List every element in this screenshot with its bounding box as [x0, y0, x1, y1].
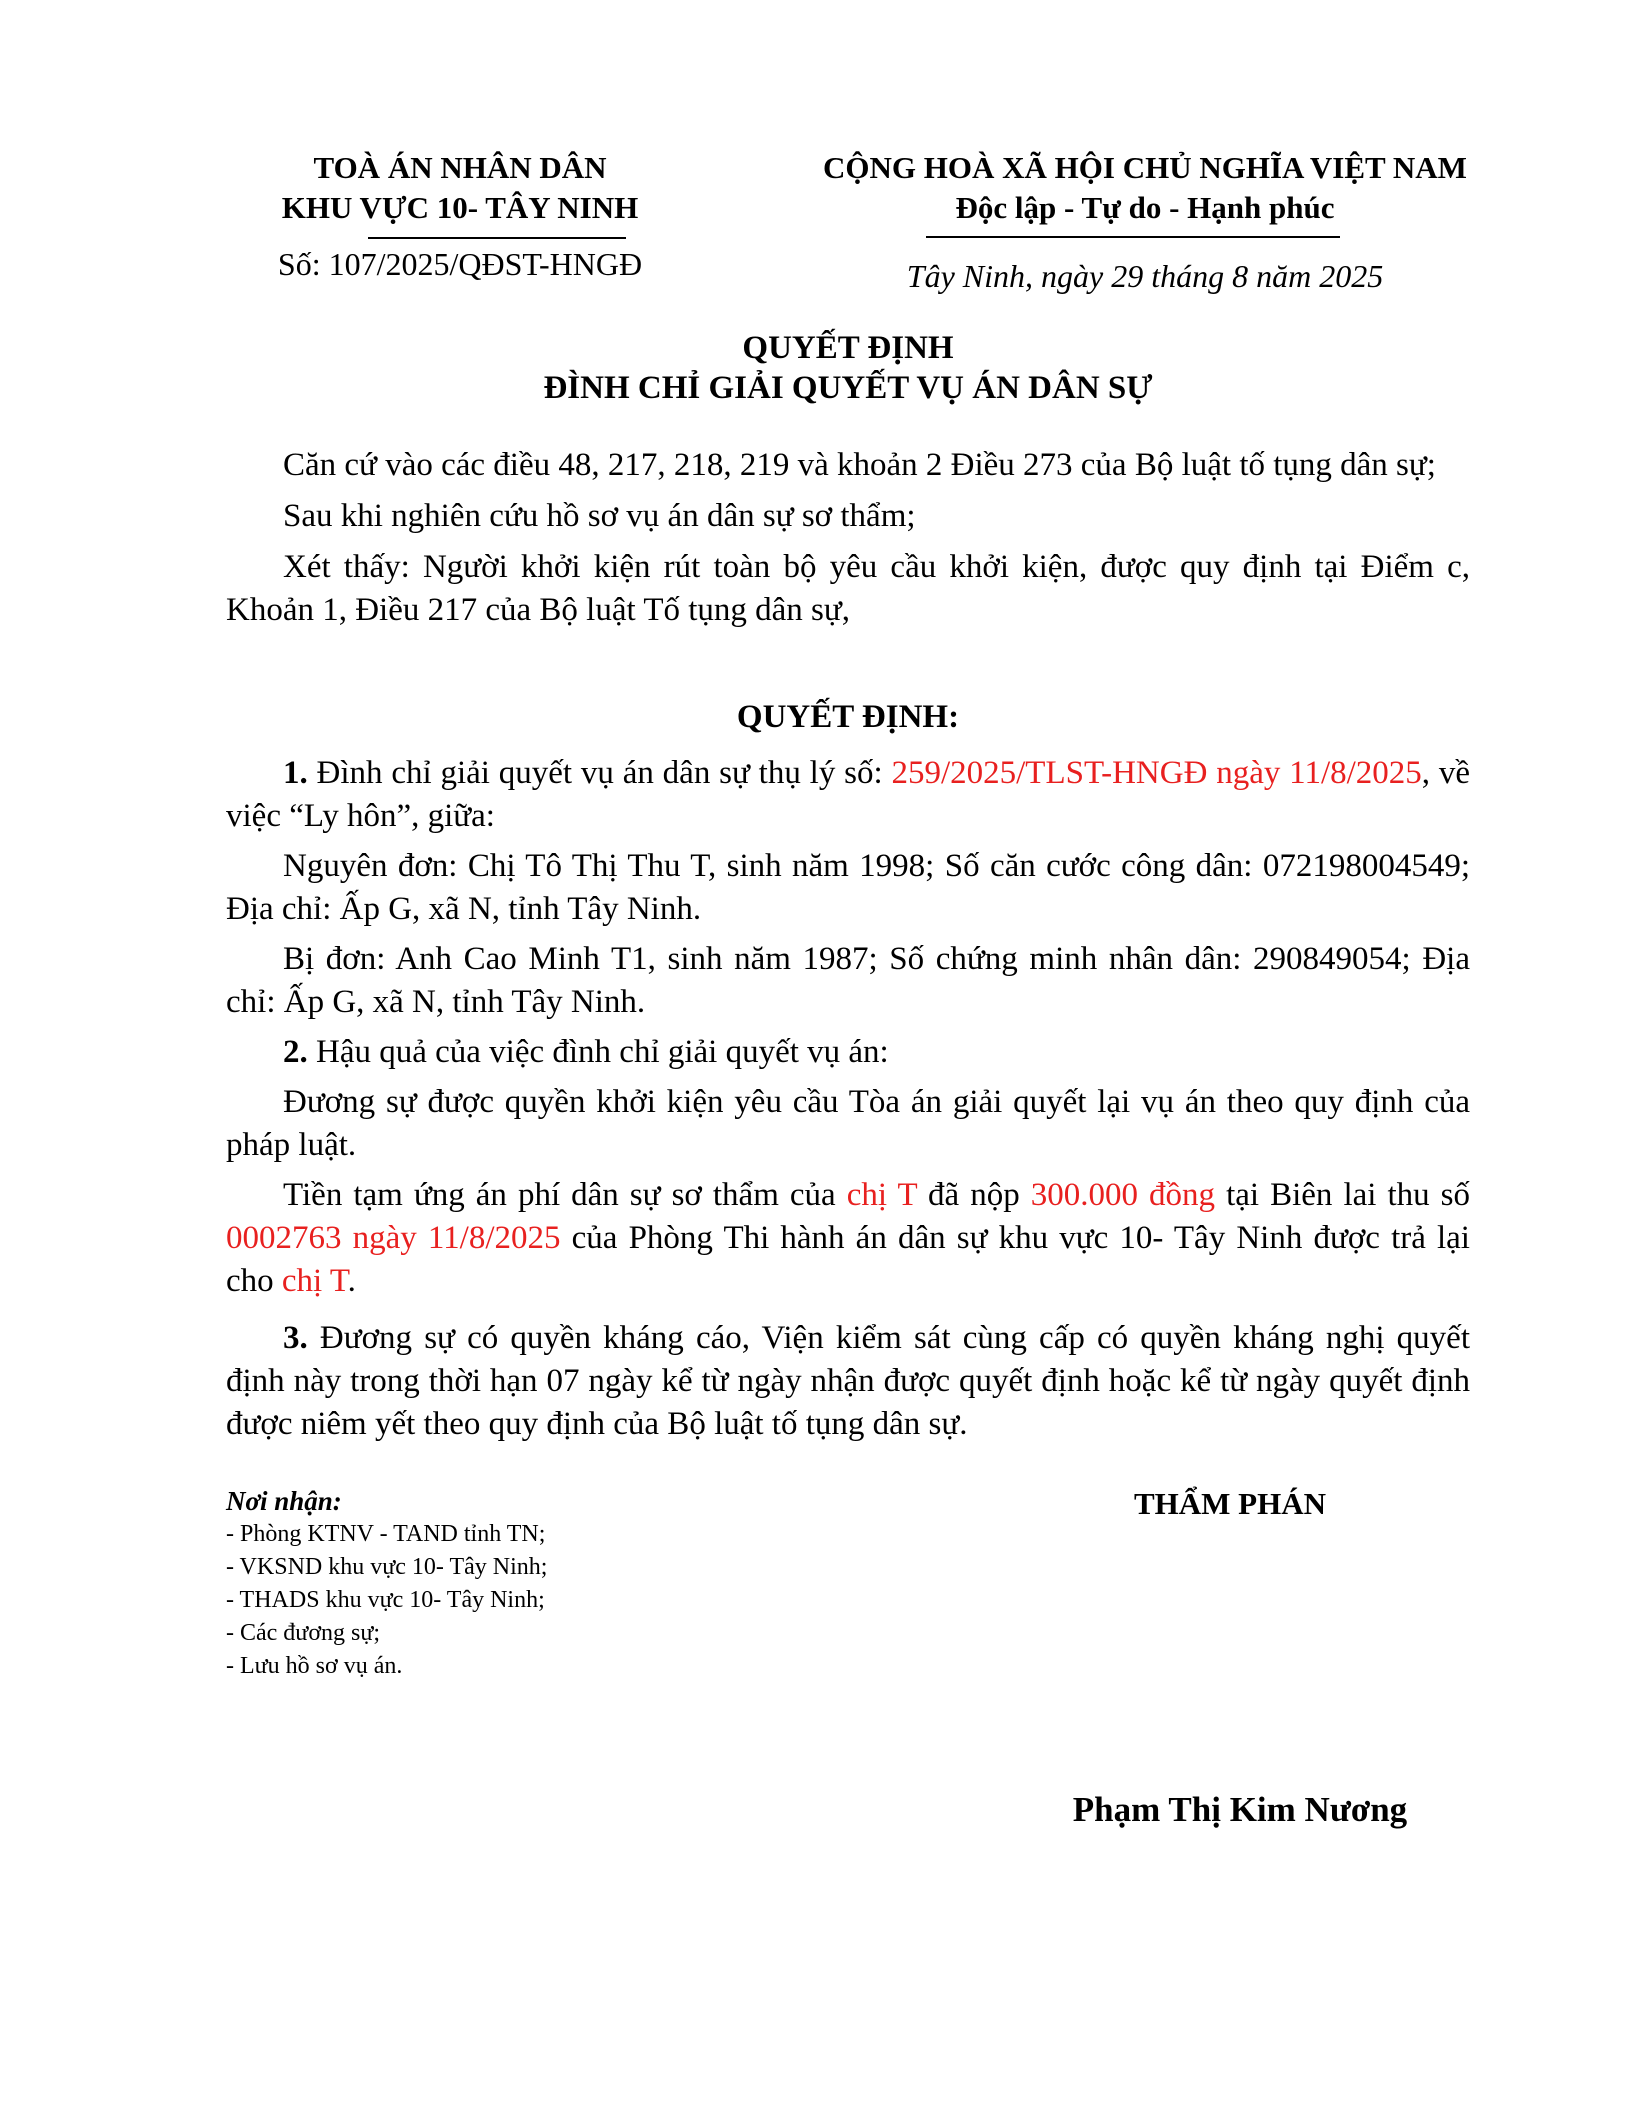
fee-refund — [226, 1174, 1470, 1303]
fee-text-c: tại Biên lai thu số — [1215, 1177, 1470, 1213]
recipient-item: - Các đương sự; — [226, 1620, 381, 1646]
fee-text-a: Tiền tạm ứng án phí dân sự sơ thẩm của — [283, 1177, 847, 1213]
decision-heading: QUYẾT ĐỊNH: — [736, 699, 960, 735]
item-3 — [226, 1317, 1470, 1446]
preamble-finding: Xét thấy: Người khởi kiện rút toàn bộ yêu cầu khởi kiện, được quy định tại Điểm c, Khoản 1, Điều 217 của Bộ luật Tố tụng dân sự, — [226, 549, 1470, 628]
court-name-line2: KHU VỰC 10- TÂY NINH — [281, 190, 639, 225]
fee-amount: 300.000 đồng — [1030, 1177, 1216, 1213]
fee-receipt: 0002763 ngày 11/8/2025 — [226, 1220, 561, 1256]
item-2-number: 2. — [283, 1034, 308, 1070]
plaintiff-info: Nguyên đơn: Chị Tô Thị Thu T, sinh năm 1998; Số căn cước công dân: 072198004549; Địa chỉ: Ấp G, xã N, tỉnh Tây Ninh. — [226, 848, 1470, 927]
recipient-item: - Lưu hồ sơ vụ án. — [226, 1653, 403, 1679]
nation-name: CỘNG HOÀ XÃ HỘI CHỦ NGHĨA VIỆT NAM — [823, 150, 1467, 185]
court-name — [210, 148, 710, 228]
fee-text-d: của Phòng Thi hành án dân sự khu vực 10- Tây Ninh được trả lại cho — [226, 1220, 1470, 1299]
court-name-line1: TOÀ ÁN NHÂN DÂN — [313, 150, 607, 185]
item-1 — [226, 752, 1470, 838]
nation-underline — [926, 236, 1340, 238]
title-line1: QUYẾT ĐỊNH — [742, 330, 954, 366]
item-1-text-a: Đình chỉ giải quyết vụ án dân sự thụ lý số: — [307, 755, 892, 791]
decision-number: Số: 107/2025/QĐST-HNGĐ — [277, 246, 643, 282]
court-underline — [368, 237, 626, 239]
item-2 — [226, 1031, 1470, 1074]
recipient-item: - Phòng KTNV - TAND tỉnh TN; — [226, 1521, 546, 1547]
decision-body — [226, 752, 1470, 1446]
title-line2: ĐÌNH CHỈ GIẢI QUYẾT VỤ ÁN DÂN SỰ — [543, 370, 1153, 406]
preamble-review: Sau khi nghiên cứu hồ sơ vụ án dân sự sơ thẩm; — [283, 498, 916, 534]
fee-person: chị T — [846, 1177, 918, 1213]
preamble — [226, 444, 1470, 632]
case-reference: 259/2025/TLST-HNGĐ ngày 11/8/2025 — [891, 755, 1422, 791]
nation-motto — [800, 148, 1490, 228]
item-3-number: 3. — [283, 1320, 308, 1356]
defendant-info: Bị đơn: Anh Cao Minh T1, sinh năm 1987; Số chứng minh nhân dân: 290849054; Địa chỉ: Ấp G, xã N, tỉnh Tây Ninh. — [226, 941, 1470, 1020]
recipient-item: - THADS khu vực 10- Tây Ninh; — [226, 1587, 545, 1613]
consequence-text: Đương sự được quyền khởi kiện yêu cầu Tòa án giải quyết lại vụ án theo quy định của pháp luật. — [226, 1084, 1470, 1163]
recipients-heading: Nơi nhận: — [226, 1486, 342, 1516]
place-date: Tây Ninh, ngày 29 tháng 8 năm 2025 — [906, 258, 1384, 294]
recipients — [226, 1484, 786, 1683]
item-1-text-b: , về việc “Ly hôn”, giữa: — [226, 755, 1470, 834]
item-1-number: 1. — [283, 755, 308, 791]
recipient-item: - VKSND khu vực 10- Tây Ninh; — [226, 1554, 548, 1580]
fee-text-b: đã nộp — [917, 1177, 1031, 1213]
judge-name: Phạm Thị Kim Nương — [1072, 1790, 1408, 1829]
item-3-text: Đương sự có quyền kháng cáo, Viện kiểm sát cùng cấp có quyền kháng nghị quyết định này trong thời hạn 07 ngày kể từ ngày nhận được quyết định hoặc kể từ ngày quyết định được niêm yết theo quy định của Bộ luật tố tụng dân sự. — [226, 1320, 1470, 1442]
judge-title: THẨM PHÁN — [1133, 1486, 1326, 1521]
nation-slogan: Độc lập - Tự do - Hạnh phúc — [955, 190, 1335, 225]
fee-person-2: chị T — [281, 1263, 348, 1299]
preamble-legal-basis: Căn cứ vào các điều 48, 217, 218, 219 và khoản 2 Điều 273 của Bộ luật tố tụng dân sự; — [283, 447, 1436, 483]
fee-text-e: . — [347, 1263, 356, 1299]
item-2-text: Hậu quả của việc đình chỉ giải quyết vụ án: — [307, 1034, 889, 1070]
document-title — [226, 328, 1470, 408]
